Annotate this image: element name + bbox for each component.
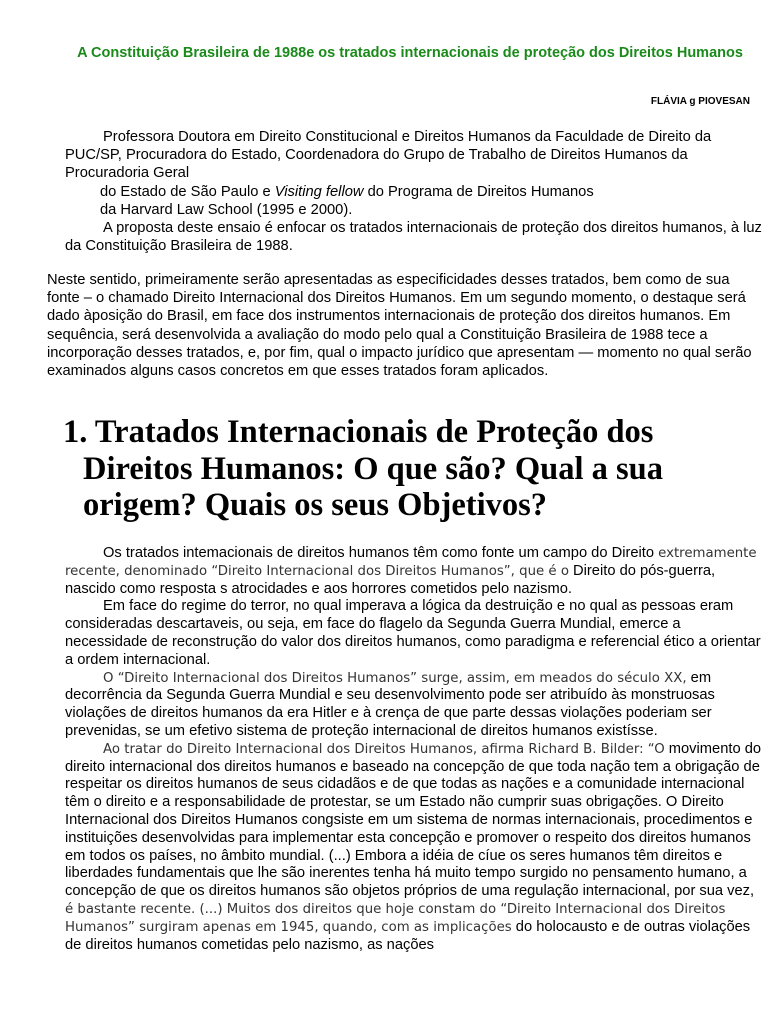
p3-line-a: O “Direito Internacional dos Direitos Humanos” surge, assim, em meados do século XX, (103, 670, 687, 686)
section-paragraph-3 (65, 670, 765, 741)
intro-line2-italic: Visiting fellow (274, 183, 364, 200)
p4-line-d: Internacional dos Direitos Humanos” surgiram apenas em 1945, quando, com as implicações (65, 901, 726, 935)
section-heading-line1: 1. Tratados Internacionais de Proteção dos (63, 414, 654, 450)
section-heading (63, 414, 753, 524)
intro-line2-post: do Programa de Direitos Humanos (363, 183, 594, 200)
section-paragraph-1 (65, 545, 765, 598)
p1-line-b: extremamente recente, denominado “Direito Internacional dos Direitos Humanos”, que é o (65, 546, 757, 579)
author-name: FLÁVIA g PIOVESAN (650, 96, 750, 107)
overview-paragraph: Neste sentido, primeiramente serão apresentadas as especificidades desses tratados, bem como de sua fonte – o chamado Direito Internacional dos Direitos Humanos. Em um segundo momento, o destaque será dado àposição do Brasil, em face dos instrumentos internacionais de proteção dos direitos humanos. Em sequência, será desenvolvida a avaliação do modo pelo qual a Constituição Brasileira de 1988 tece a incorporação desses tratados, e, por fim, qual o impacto jurídico que apresentam — momento no qual serão examinados alguns casos concretos em que esses tratados foram aplicados. (47, 272, 752, 380)
document-title: A Constituição Brasileira de 1988e os tratados internacionais de proteção dos Direitos Humanos (77, 45, 743, 61)
p4-line-c: é bastante recente. (...) Muitos dos direitos que hoje constam do “Direito (65, 901, 552, 917)
p4-line-e: do holocausto e de outras violações de direitos humanos cometidas pelo nazismo, as nações (65, 918, 751, 953)
section-heading-line3: origem? Quais os seus Objetivos? (83, 487, 548, 523)
p1-line-a: Os tratados intemacionais de direitos humanos têm como fonte um campo do Direito (103, 545, 655, 561)
p4-body: movimento do direito internacional dos direitos humanos e baseado na concepção de que toda nação tem a obrigação de respeitar os direitos humanos de seus cidadãos e de que todas as nações e a comunidade internacional têm o direito e a responsabilidade de protestar, se um Estado não cumprir suas obrigações. O Direito Internacional dos Direitos Humanos congsiste em um sistema de normas internacionais, procedimentos e instituições desenvolvidas para implementar esta concepção e promover o respeito dos direitos humanos em todos os países, no âmbito mundial. (...) Embora a idéia de cíue os seres humanos têm direitos e liberdades fundamentais que lhe são inerentes tenha há muito tempo surgido no pensamento humano, a concepção de que os direitos humanos são objetos próprios de uma regulação internacional, por sua vez, (65, 740, 762, 900)
intro-line2-pre: do Estado de São Paulo e (100, 183, 275, 200)
section-body (65, 545, 765, 954)
intro-credentials-end: da Harvard Law School (1995 e 2000). (100, 201, 353, 218)
intro-credentials: Professora Doutora em Direito Constitucional e Direitos Humanos da Faculdade de Direito da PUC/SP, Procuradora do Estado, Coordenadora do Grupo de Trabalho de Direitos Humanos da Procuradoria Geral (65, 129, 712, 182)
p4-line-a: Ao tratar do Direito Internacional dos Direitos Humanos, afirma Richard B. Bilder: “O (103, 741, 665, 757)
section-paragraph-4 (65, 741, 765, 955)
intro-block (65, 128, 765, 255)
section-heading-line2: Direitos Humanos: O que são? Qual a sua (83, 450, 663, 487)
p1-line-c: Direito do pós-guerra, nascido como resposta s atrocidades e aos horrores cometidos pelo nazismo. (65, 562, 716, 597)
intro-proposal: A proposta deste ensaio é enfocar os tratados internacionais de proteção dos direitos humanos, à luz da Constituição Brasileira de 1988. (65, 220, 762, 255)
section-paragraph-2: Em face do regime do terror, no qual imperava a lógica da destruição e no qual as pessoas eram consideradas descartaveis, ou seja, em face do flagelo da Segunda Guerra Mundial, emerce a necessidade de reconstrução do valor dos direitos humanos, como paradigma e referencial ético a orientar a ordem internacional. (65, 598, 761, 668)
p3-line-b: em decorrência da Segunda Guerra Mundial e seu desenvolvimento pode ser atribuído às monstruosas violações de direitos humanos da era Hitler e à crença de que parte dessas violações poderiam ser prevenidas, se um efetivo sistema de proteção internacional de direitos humanos existísse. (65, 669, 715, 739)
intro-credentials-continued (65, 183, 765, 201)
